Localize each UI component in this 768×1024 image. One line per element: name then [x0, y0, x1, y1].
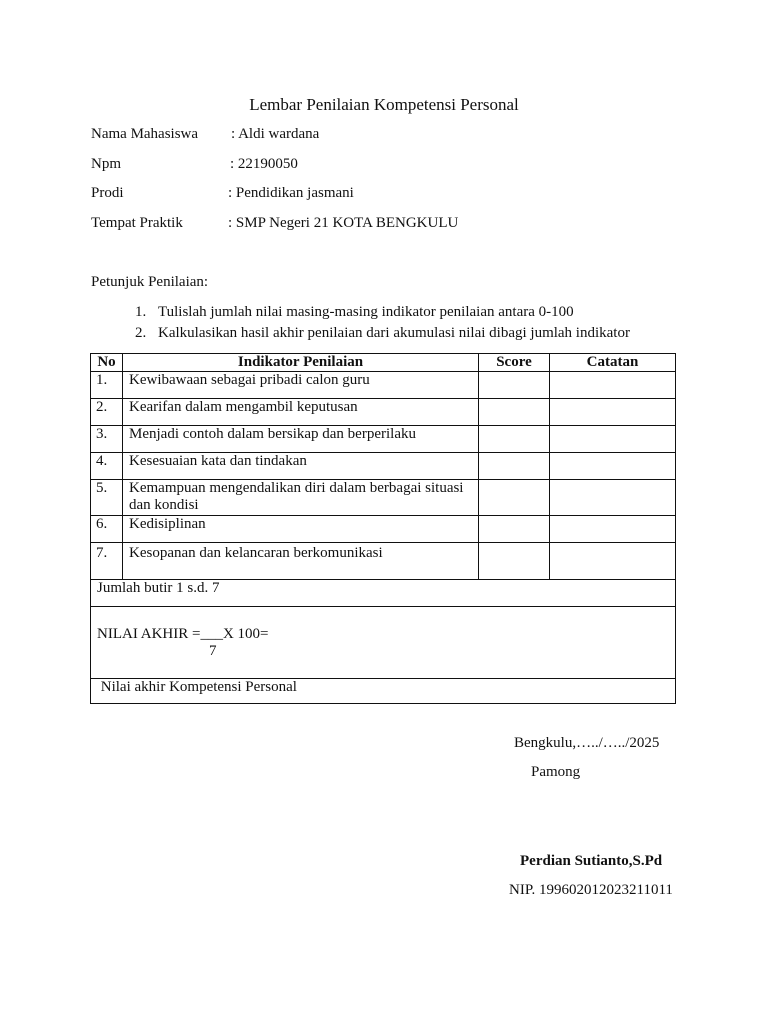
row-indicator: Kewibawaan sebagai pribadi calon guru [123, 372, 479, 399]
row-score-cell[interactable] [479, 426, 550, 453]
info-value-nama: : Aldi wardana [231, 126, 320, 142]
row-number: 2. [91, 399, 123, 426]
info-value-prodi: : Pendidikan jasmani [228, 185, 354, 201]
instruction-number: 1. [135, 304, 147, 320]
signature-role: Pamong [531, 764, 581, 780]
document-title: Lembar Penilaian Kompetensi Personal [249, 95, 519, 114]
instruction-item [91, 324, 630, 345]
table-row [91, 480, 676, 516]
info-value-npm: : 22190050 [230, 156, 298, 172]
final-label-row [91, 679, 676, 704]
final-score-row [91, 607, 676, 679]
instructions-list [91, 303, 630, 345]
info-value-tempat: : SMP Negeri 21 KOTA BENGKULU [228, 215, 459, 231]
row-number: 1. [91, 372, 123, 399]
table-row [91, 399, 676, 426]
row-number: 3. [91, 426, 123, 453]
header-no: No [91, 354, 123, 372]
row-score-cell[interactable] [479, 516, 550, 543]
row-notes-cell[interactable] [550, 399, 676, 426]
row-score-cell[interactable] [479, 543, 550, 580]
table-row [91, 453, 676, 480]
header-score: Score [479, 354, 550, 372]
table-row [91, 516, 676, 543]
row-notes-cell[interactable] [550, 453, 676, 480]
row-number: 4. [91, 453, 123, 480]
table-row [91, 543, 676, 580]
final-score-cell [91, 607, 676, 679]
row-indicator: Kearifan dalam mengambil keputusan [123, 399, 479, 426]
assessment-table [90, 353, 676, 704]
row-notes-cell[interactable] [550, 372, 676, 399]
row-score-cell[interactable] [479, 480, 550, 516]
table-row [91, 372, 676, 399]
header-catatan: Catatan [550, 354, 676, 372]
row-score-cell[interactable] [479, 372, 550, 399]
info-label-nama: Nama Mahasiswa [91, 126, 199, 142]
instruction-text: Kalkulasikan hasil akhir penilaian dari akumulasi nilai dibagi jumlah indikator [158, 325, 630, 341]
final-label: Nilai akhir Kompetensi Personal [91, 679, 676, 704]
info-label-prodi: Prodi [91, 185, 124, 201]
signature-name: Perdian Sutianto,S.Pd [520, 853, 663, 869]
row-indicator: Kedisiplinan [123, 516, 479, 543]
row-notes-cell[interactable] [550, 480, 676, 516]
row-indicator: Kemampuan mengendalikan diri dalam berbagai situasi dan kondisi [123, 480, 479, 516]
final-score-formula: NILAI AKHIR =___X 100= [97, 625, 269, 642]
sum-row [91, 580, 676, 607]
row-notes-cell[interactable] [550, 543, 676, 580]
row-score-cell[interactable] [479, 453, 550, 480]
header-indikator: Indikator Penilaian [123, 354, 479, 372]
signature-nip: NIP. 199602012023211011 [509, 882, 673, 898]
instruction-number: 2. [135, 325, 147, 341]
instructions-heading: Petunjuk Penilaian: [91, 274, 209, 290]
row-number: 6. [91, 516, 123, 543]
row-number: 7. [91, 543, 123, 580]
row-notes-cell[interactable] [550, 516, 676, 543]
row-number: 5. [91, 480, 123, 516]
row-notes-cell[interactable] [550, 426, 676, 453]
instruction-item [91, 303, 630, 324]
info-label-tempat: Tempat Praktik [91, 215, 183, 231]
row-indicator: Kesopanan dan kelancaran berkomunikasi [123, 543, 479, 580]
info-label-npm: Npm [91, 156, 121, 172]
row-indicator: Kesesuaian kata dan tindakan [123, 453, 479, 480]
table-header-row [91, 354, 676, 372]
instruction-text: Tulislah jumlah nilai masing-masing indikator penilaian antara 0-100 [158, 304, 574, 320]
row-score-cell[interactable] [479, 399, 550, 426]
sum-label: Jumlah butir 1 s.d. 7 [91, 580, 676, 607]
final-score-divisor: 7 [209, 642, 217, 659]
signature-place-date: Bengkulu,…../…../2025 [514, 735, 660, 751]
row-indicator: Menjadi contoh dalam bersikap dan berperilaku [123, 426, 479, 453]
table-row [91, 426, 676, 453]
